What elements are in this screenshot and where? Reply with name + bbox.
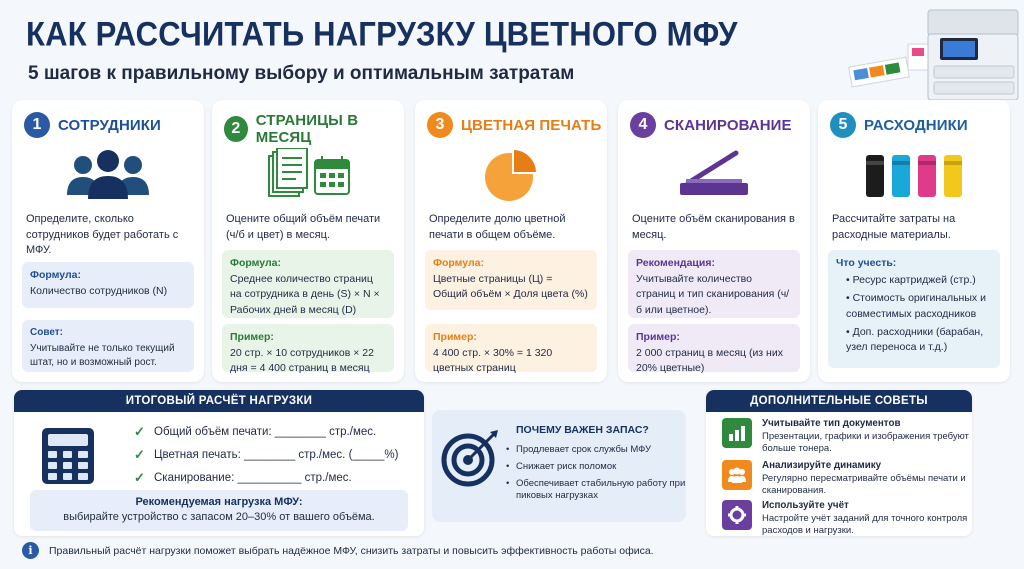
footer-note: i Правильный расчёт нагрузки поможет выбрать надёжное МФУ, снизить затраты и повысить эффективность работы офиса.	[22, 542, 654, 559]
list-item: • Продлевает срок службы МФУ	[506, 444, 686, 457]
recommendation-box: Рекомендация: Учитывайте количество страниц и тип сканирования (ч/б или цветное).	[628, 250, 800, 318]
step-number: 1	[24, 112, 50, 138]
people-icon	[63, 149, 153, 201]
toner-cartridges-icon	[862, 149, 966, 201]
recommendation-box: Рекомендуемая нагрузка МФУ: выбирайте устройство с запасом 20–30% от вашего объёма.	[30, 490, 408, 531]
check-icon: ✓	[134, 423, 145, 439]
tips-heading: ДОПОЛНИТЕЛЬНЫЕ СОВЕТЫ	[706, 390, 972, 412]
tip-item: Анализируйте динамику Регулярно пересматривайте объёмы печати и сканирования.	[722, 460, 972, 498]
step-title: ЦВЕТНАЯ ПЕЧАТЬ	[461, 116, 602, 134]
mfp-printer-icon	[830, 4, 1020, 100]
list-item: • Обеспечивает стабильную работу при пиковых нагрузках	[506, 478, 686, 504]
scanner-icon	[674, 149, 754, 201]
step-title: СОТРУДНИКИ	[58, 116, 161, 134]
step-card-employees	[12, 100, 204, 382]
summary-row: ✓ Цветная печать: ________ стр./мес. (_____%)	[134, 446, 399, 462]
tip-item: Используйте учёт Настройте учёт заданий для точного контроля расходов и нагрузки.	[722, 500, 972, 536]
why-reserve-box	[432, 410, 686, 522]
info-icon: i	[22, 542, 39, 559]
step-number: 5	[830, 112, 856, 138]
target-icon	[440, 428, 500, 488]
page-title: КАК РАССЧИТАТЬ НАГРУЗКУ ЦВЕТНОГО МФУ	[26, 14, 738, 54]
list-item: • Стоимость оригинальных и совместимых расходников	[846, 292, 986, 320]
check-icon: ✓	[134, 446, 145, 462]
step-description: Оцените объём сканирования в месяц.	[632, 213, 795, 241]
pie-chart-icon	[481, 147, 541, 203]
step-number: 3	[427, 112, 453, 138]
page-subtitle: 5 шагов к правильному выбору и оптимальным затратам	[28, 63, 575, 84]
step-title: СТРАНИЦЫ В МЕСЯЦ	[255, 112, 359, 146]
gear-icon	[722, 500, 752, 530]
tips-panel	[706, 390, 972, 536]
summary-row: ✓ Общий объём печати: ________ стр./мес.	[134, 423, 377, 439]
step-title: РАСХОДНИКИ	[864, 116, 968, 134]
considerations-box: Что учесть: • Ресурс картриджей (стр.) • Стоимость оригинальных и совместимых расходников • Доп. расходники (барабан, узел переноса и т.д.)	[828, 250, 1000, 368]
tip-box: Совет: Учитывайте не только текущий штат, но и возможный рост.	[22, 320, 194, 372]
example-box: Пример: 20 стр. × 10 сотрудников × 22 дня = 4 400 страниц в месяц	[222, 324, 394, 372]
summary-row: ✓ Сканирование: __________ стр./мес.	[134, 469, 352, 485]
why-title: ПОЧЕМУ ВАЖЕН ЗАПАС?	[516, 424, 649, 436]
documents-calendar-icon	[263, 148, 353, 202]
check-icon: ✓	[134, 469, 145, 485]
bar-chart-icon	[722, 418, 752, 448]
step-card-pages	[212, 100, 404, 382]
step-card-scanning	[618, 100, 810, 382]
step-card-consumables	[818, 100, 1010, 382]
team-icon	[722, 460, 752, 490]
step-description: Рассчитайте затраты на расходные материалы.	[832, 213, 956, 241]
example-box: Пример: 2 000 страниц в месяц (из них 20% цветные)	[628, 324, 800, 372]
step-number: 4	[630, 112, 656, 138]
step-description: Определите, сколько сотрудников будет работать с МФУ.	[26, 213, 179, 257]
formula-box: Формула: Количество сотрудников (N)	[22, 262, 194, 308]
summary-panel	[14, 390, 424, 536]
formula-box: Формула: Среднее количество страниц на сотрудника в день (S) × N × Рабочих дней в месяц (D)	[222, 250, 394, 318]
list-item: • Доп. расходники (барабан, узел переноса и т.д.)	[846, 325, 984, 354]
summary-heading: ИТОГОВЫЙ РАСЧЁТ НАГРУЗКИ	[14, 390, 424, 412]
step-description: Оцените общий объём печати (ч/б и цвет) в месяц.	[226, 213, 381, 241]
example-box: Пример: 4 400 стр. × 30% = 1 320 цветных страниц	[425, 324, 597, 372]
list-item: • Ресурс картриджей (стр.)	[846, 274, 976, 287]
tip-item: Учитывайте тип документов Презентации, графики и изображения требуют больше тонера.	[722, 418, 972, 456]
step-number: 2	[224, 116, 248, 142]
step-title: СКАНИРОВАНИЕ	[664, 116, 792, 134]
list-item: • Снижает риск поломок	[506, 461, 686, 474]
calculator-icon	[42, 428, 94, 484]
step-card-color	[415, 100, 607, 382]
formula-box: Формула: Цветные страницы (Ц) = Общий объём × Доля цвета (%)	[425, 250, 597, 310]
step-description: Определите долю цветной печати в общем объёме.	[429, 213, 566, 241]
